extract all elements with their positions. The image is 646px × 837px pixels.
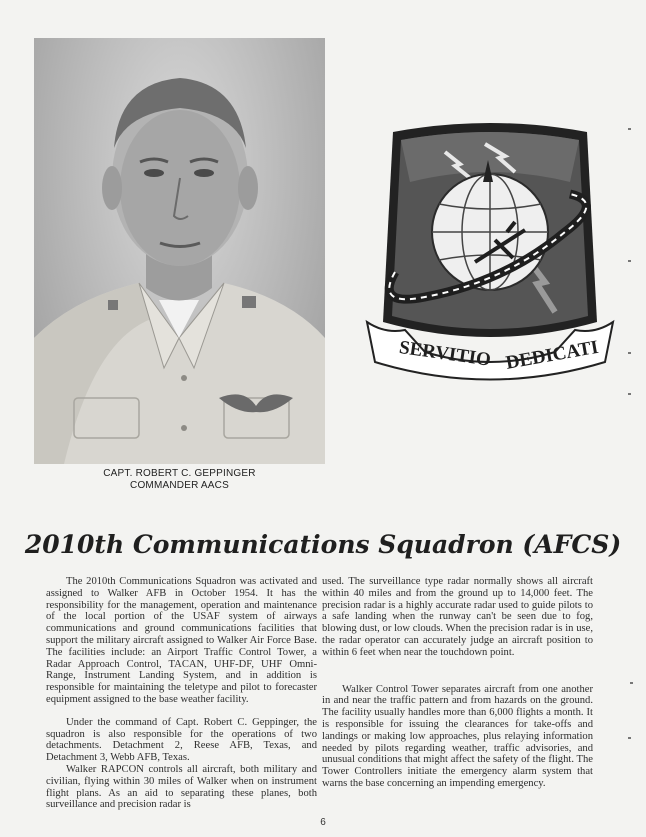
margin-mark (630, 682, 633, 684)
commander-title: COMMANDER AACS (130, 480, 229, 491)
margin-mark (628, 393, 631, 395)
photo-caption (34, 468, 325, 492)
margin-mark (628, 737, 631, 739)
paragraph-tower: Walker Control Tower separates aircraft from one another in and near the traffic pattern and from hazards on the ground. The facility usually handles more than 6,000 flights a month. It is responsible for issuing the clearances for take-offs and landings or making low approaches, plus relaying information needed by pilots regarding weather, traffic advisories, and unusual conditions that might affect the safety of the flight. The Tower Controllers initiate the emergency alarm system that warns the base concerning an impending emergency. (322, 683, 593, 789)
commander-name: CAPT. ROBERT C. GEPPINGER (103, 468, 256, 479)
emblem-shield-icon (365, 122, 615, 384)
page-title: 2010th Communications Squadron (AFCS) (24, 530, 622, 559)
paragraph-intro: The 2010th Communications Squadron was activated and assigned to Walker AFB in October 1954. It has the responsibility for the management, operation and maintenance of the local portion of the USAF system of airways communications and ground communications facilities that support the military aircraft assigned to Walker Air Force Base. The facilities include: an Airport Traffic Control Tower, a Radar Approach Control, TACAN, UHF-DF, UHF Omni-Range, Instrument Landing System, and in addition is responsible for maintaining the teletype and pilot to forecaster equipment assigned to the base weather facility. (46, 576, 317, 705)
paragraph-command: Under the command of Capt. Robert C. Geppinger, the squadron is also responsible for the operations of two detachments. Detachment 2, Reese AFB, Texas, and Detachment 3, Webb AFB, Texas. (46, 716, 317, 764)
right-text-column (322, 576, 593, 790)
left-text-column (46, 576, 317, 811)
paragraph-rapcon: Walker RAPCON controls all aircraft, both military and civilian, flying within 30 miles of Walker when on instrument flight plans. As an aid to separating these planes, both surveillance and precision radar is (46, 763, 317, 811)
page-number: 6 (320, 817, 326, 828)
motto-left: SERVITIO (397, 337, 493, 371)
squadron-emblem (365, 122, 615, 384)
margin-mark (628, 128, 631, 130)
paragraph-radar: used. The surveillance type radar normally shows all aircraft within 40 miles and from the ground up to 14,000 feet. The precision radar is a highly accurate radar used to guide pilots to a safe landing when the runway can't be seen due to fog, blowing dust, or low clouds. When the precision radar is in use, the radar operator can accurately judge an aircraft position to within 6 feet when near the touchdown point. (322, 576, 593, 658)
margin-mark (628, 260, 631, 262)
motto-right: DEDICATI (504, 336, 601, 374)
margin-mark (628, 352, 631, 354)
commander-portrait-photo (34, 38, 325, 464)
portrait-illustration (34, 38, 325, 464)
